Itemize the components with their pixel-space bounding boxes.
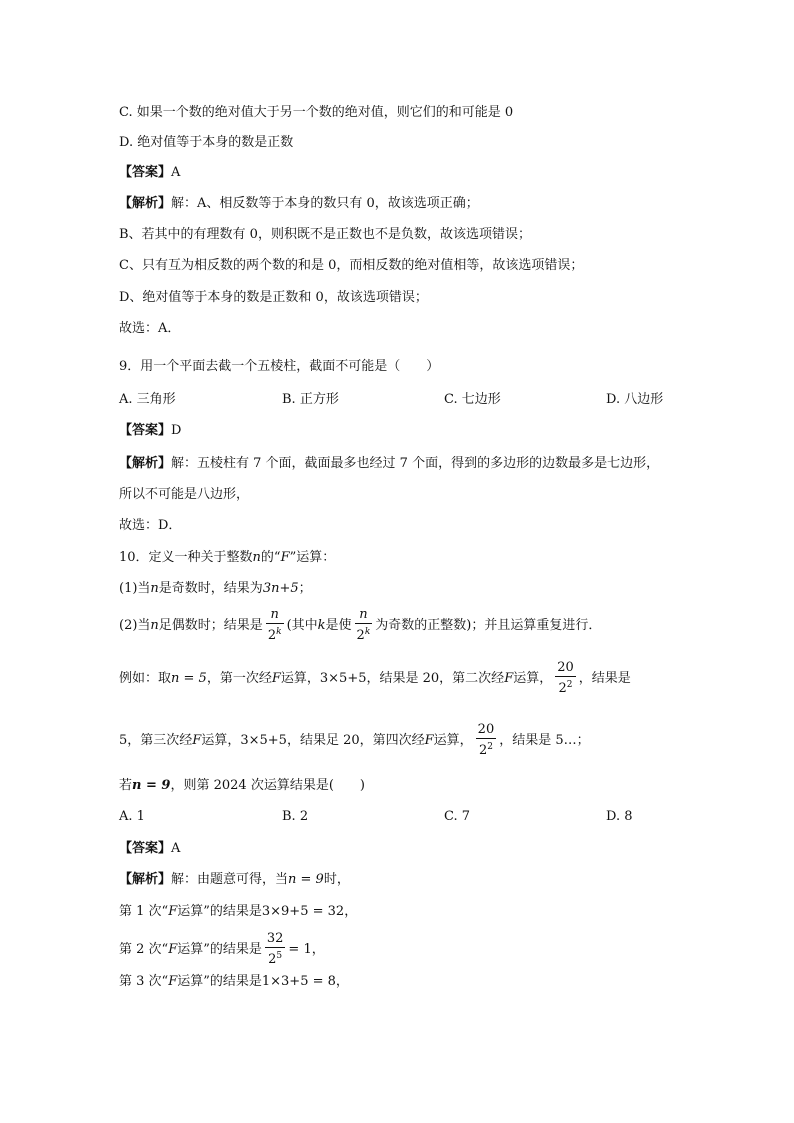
analysis-line: B、若其中的有理数有 0，则积既不是正数也不是负数，故该选项错误； — [119, 227, 531, 242]
text: ，第一次经 — [206, 671, 272, 686]
fraction — [355, 607, 373, 644]
analysis-tag: 【解析】 — [119, 872, 172, 887]
fraction-denominator: 2 — [267, 628, 277, 643]
exponent: k — [276, 627, 282, 637]
text: ，结果是 5…； — [499, 733, 590, 748]
text: 运算”的结果是 — [177, 904, 262, 919]
text: 10．定义一种关于整数 — [119, 550, 253, 565]
option-c-text: C. 如果一个数的绝对值大于另一个数的绝对值，则它们的和可能是 0 — [119, 105, 514, 120]
q10-stem — [119, 549, 335, 567]
q10-option-a: A. 1 — [119, 809, 145, 824]
fraction-numerator: n — [266, 607, 284, 624]
math-expression: 1×3+5 = 8 — [261, 974, 336, 989]
var-f: F — [192, 733, 202, 748]
text: ，结果是 20，第二次经 — [366, 671, 505, 686]
math-expression: n = 9 — [288, 872, 324, 887]
text: 第 1 次“ — [119, 904, 169, 919]
q9-option-d: D. 八边形 — [606, 392, 664, 407]
q10-condition-2 — [119, 607, 601, 644]
math-expression: 3n+5 — [262, 581, 299, 596]
q9-stem: 9．用一个平面去截一个五棱柱，截面不可能是（ ） — [119, 359, 440, 374]
analysis-tag: 【解析】 — [119, 456, 172, 471]
math-expression: 3×5+5 — [240, 733, 287, 748]
analysis-text: 解：A、相反数等于本身的数只有 0，故该选项正确； — [171, 196, 479, 211]
fraction — [555, 660, 576, 697]
text: 运算， — [433, 733, 473, 748]
analysis-line — [119, 455, 659, 473]
text: ，结果足 20，第四次经 — [286, 733, 425, 748]
text: 运算， — [280, 671, 320, 686]
q10-example-1 — [119, 660, 631, 697]
var-n: n — [150, 618, 159, 633]
text: ， — [344, 904, 358, 919]
exponent: 2 — [487, 742, 493, 752]
fraction-numerator: n — [355, 607, 373, 624]
text: 运算”的结果是 — [177, 974, 262, 989]
math-expression: n = 5 — [171, 671, 207, 686]
answer-line — [119, 422, 181, 440]
analysis-line — [119, 871, 350, 889]
fraction — [265, 931, 286, 968]
var-f: F — [168, 904, 178, 919]
text: 第 2 次“ — [119, 942, 169, 957]
fraction-numerator: 20 — [557, 660, 574, 675]
fraction — [476, 722, 497, 759]
text: 运算， — [513, 671, 553, 686]
fraction-denominator: 2 — [478, 743, 488, 758]
text: 为奇数的正整数)；并且运算重复进行． — [375, 618, 602, 633]
q10-option-c: C. 7 — [444, 809, 471, 824]
text: ，结果是 — [578, 671, 631, 686]
step-line — [119, 973, 349, 991]
q10-option-b: B. 2 — [282, 809, 309, 824]
answer-tag: 【答案】 — [119, 841, 172, 856]
var-f: F — [424, 733, 434, 748]
math-expression: 3×5+5 — [319, 671, 367, 686]
math-expression: n = 9 — [132, 778, 171, 793]
step-line — [119, 903, 357, 921]
conclusion-line: 故选：A． — [119, 321, 181, 336]
conclusion-line: 故选：D． — [119, 518, 182, 533]
q10-condition-1 — [119, 580, 312, 598]
var-f: F — [504, 671, 514, 686]
var-n: n — [150, 581, 159, 596]
answer-line — [119, 840, 180, 858]
text: ”运算： — [289, 550, 336, 565]
answer-tag: 【答案】 — [119, 165, 172, 180]
math-expression: 3×9+5 = 32 — [261, 904, 345, 919]
math-expression: = 1 — [288, 942, 312, 957]
var-f: F — [271, 671, 281, 686]
text: 运算， — [201, 733, 241, 748]
text: 例如：取 — [119, 671, 172, 686]
option-d-text: D. 绝对值等于本身的数是正数 — [119, 135, 294, 150]
analysis-line: C、只有互为相反数的两个数的和是 0，而相反数的绝对值相等，故该选项错误； — [119, 258, 584, 273]
text: (1)当 — [119, 581, 151, 596]
var-f: F — [280, 550, 290, 565]
answer-tag: 【答案】 — [119, 423, 172, 438]
text: ， — [311, 942, 325, 957]
text: 5，第三次经 — [119, 733, 193, 748]
q10-option-d: D. 8 — [606, 809, 633, 824]
exponent: 5 — [276, 951, 283, 961]
fraction-denominator: 2 — [356, 628, 365, 643]
answer-line — [119, 164, 180, 182]
q9-option-c: C. 七边形 — [444, 392, 501, 407]
answer-value: A — [171, 165, 181, 180]
text: (2)当 — [119, 618, 151, 633]
q9-option-b: B. 正方形 — [282, 392, 339, 407]
analysis-line: D、绝对值等于本身的数是正数和 0，故该选项错误； — [119, 290, 428, 305]
text: 第 3 次“ — [119, 974, 169, 989]
analysis-line — [119, 195, 479, 213]
analysis-tag: 【解析】 — [119, 196, 172, 211]
analysis-line: 所以不可能是八边形， — [119, 487, 250, 502]
text: ， — [335, 974, 349, 989]
var-f: F — [168, 974, 178, 989]
text: 若 — [119, 778, 133, 793]
text: 是使 — [325, 618, 352, 633]
fraction-denominator: 2 — [268, 952, 277, 967]
text: (其中 — [286, 618, 318, 633]
q9-option-a: A. 三角形 — [119, 392, 176, 407]
var-f: F — [168, 942, 178, 957]
var-k: k — [317, 618, 326, 633]
answer-value: A — [171, 841, 181, 856]
step-line — [119, 931, 325, 968]
text: 解：由题意可得，当 — [171, 872, 289, 887]
text: 时， — [323, 872, 350, 887]
q10-question — [119, 777, 365, 795]
fraction — [266, 607, 284, 644]
exponent: k — [364, 627, 371, 637]
text: 运算”的结果是 — [177, 942, 262, 957]
answer-value: D — [171, 423, 182, 438]
var-n: n — [252, 550, 261, 565]
text: 足偶数时；结果是 — [158, 618, 263, 633]
text: ； — [298, 581, 312, 596]
q10-example-2 — [119, 722, 590, 759]
fraction-numerator: 20 — [477, 722, 495, 737]
fraction-denominator: 2 — [558, 681, 567, 696]
text: ，则第 2024 次运算结果是( ) — [170, 778, 365, 793]
text: 是奇数时，结果为 — [158, 581, 263, 596]
text: 的“ — [260, 550, 281, 565]
analysis-text: 解：五棱柱有 7 个面，截面最多也经过 7 个面，得到的多边形的边数最多是七边形， — [171, 456, 660, 471]
exponent: 2 — [566, 680, 573, 690]
fraction-numerator: 32 — [266, 931, 284, 946]
